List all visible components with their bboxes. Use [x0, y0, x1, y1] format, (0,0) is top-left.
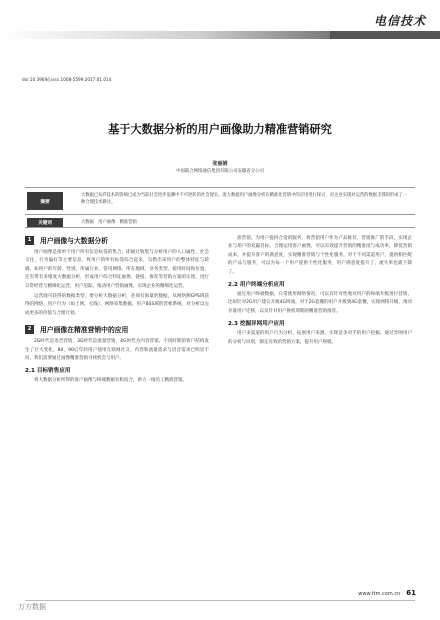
- section-number: 1: [25, 236, 34, 245]
- footer-url: www.ttm.com.cn: [358, 591, 401, 597]
- journal-name: 电信技术: [373, 14, 426, 28]
- subsection-title: 2.2 用户终端分析应用: [228, 282, 285, 289]
- section-number: 2: [25, 325, 34, 334]
- section-heading: [25, 235, 209, 245]
- footer-rule: [25, 600, 415, 601]
- abstract-box: [25, 187, 415, 215]
- left-column: [25, 235, 209, 388]
- abstract-label: 摘要: [27, 192, 63, 210]
- affiliation: 中国联合网络通信集团有限公司安徽省分公司: [176, 169, 264, 174]
- subsection-title: 2.1 目标销售应用: [25, 368, 71, 375]
- keywords-box: [25, 218, 415, 228]
- watermark: 万方数据: [18, 603, 46, 611]
- doi: doi:10.3969/j.issn.1008-5599.2017.01.014: [22, 77, 112, 82]
- page-footer: [358, 589, 416, 597]
- page-number: 61: [406, 589, 416, 597]
- header-gradient: [0, 31, 330, 39]
- keywords-text: 大数据 用户画像 精准营销: [81, 220, 137, 225]
- keywords-label: 关键词: [27, 218, 63, 227]
- section-title: 用户画像在精准营销中的应用: [40, 326, 129, 335]
- paragraph: 准营销。为用户提供合适的服务，将营销用户作为产品推荐、营销推广的手段，实现企业与用户的双赢目标。合理运用客户画像，可以有效提升营销的精准度与成功率，降低营销成本，并提升客户的满意度，实现精准营销与个性化服务。对于不同渠道用户，提供相匹配的产品与服务，可以为每一个用户提供个性化服务，用户满意度提升了，流失率也就下降了。: [228, 236, 412, 275]
- paragraph: 将大数据分析所得的客户画像与终端数据有机结合，助力一线员工精准营销。: [34, 378, 187, 384]
- header-solid: [330, 31, 440, 39]
- header-bar: [0, 31, 440, 39]
- paragraph: 2G时代是语音营销，3G时代是流量营销，4G时代为内容营销。不同时期的客户结构发生了巨大变化，80、90后年轻用户使用互联网社交、内容和流量需求与语音需求已明显不同，我们需要通过画像精准营销寻找机会与用户。: [25, 339, 209, 362]
- section-heading: [25, 324, 209, 334]
- paragraph: 通过用户终端数据，日常使用网络情况，可以有针对性地对用户的终端升级进行营销，比如针对2G用户建议升级4G终端。对于2G套餐的用户升级到4G套餐，实现网络升级，推动存量用户迁移，以及针对用户换机周期的精准营销推荐。: [228, 292, 412, 314]
- abstract-text: 大数据已从IT技术的影响已成为当前社会进步浪潮中不可逆转的社会现实。庞大数据用户画像分析在精准化营销中的应用进行探讨，对企业实现对运营的数据支撑的形成了一种合理技术路径。: [81, 193, 408, 205]
- paper-title: 基于大数据分析的用户画像助力精准营销研究: [108, 123, 332, 136]
- paragraph: 用户画像是指单个用户所有信息标签的集合，即通过收集与分析用户的人口属性、社会交往、行为偏好等主要信息，将用户的所有标签综合起来，勾勒出该用户的整体特征与轮廓。如用户的年龄、性别、所属行业、常用网络、所在地域、业务类型、使用时间和位置，还有带有多维度大数据分析，形成用户综合特征画像，链接、推荐等营销方案的实现，进行日常经营与精细化运营，用户追踪，推动用户营销画像，实现企业的精细化运营。: [25, 250, 209, 289]
- author: 张丽娟: [212, 161, 228, 167]
- paragraph: 运营商可获得的数据类型，要分析大数据分析，必须有海量的数据，从网络侧GPS域获得的网络、用户行为（如上网、无线）、网络采集数据、用户BSS域的营帐系统，对分析以完成更多的价值与合理计划。: [25, 294, 209, 316]
- right-column: [228, 235, 412, 349]
- section-title: 用户画像与大数据分析: [40, 237, 108, 245]
- paragraph: 用户多渠道的用户行为分析，拓展用户来源，实现竞争对手的用户挖掘。通过异网用户的分析与识别，制定有效的营销方案，提升用户规模。: [228, 331, 412, 345]
- subsection-title: 2.3 挖掘异网用户应用: [228, 321, 285, 328]
